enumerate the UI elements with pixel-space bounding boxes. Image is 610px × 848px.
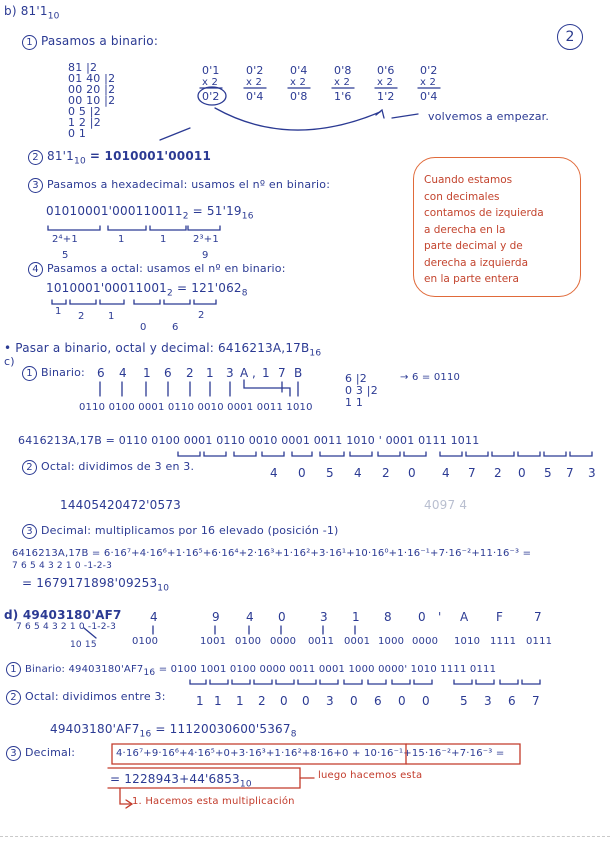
part-d-number: d) 49403180'AF7	[4, 608, 122, 622]
octal-digit: 3	[588, 466, 596, 480]
decimal-d-label: 3 Decimal:	[6, 746, 75, 761]
hex-digit: 4	[150, 610, 158, 624]
hex-digit: 7	[534, 610, 542, 624]
decimal-result-c: = $1679171898'09253_{10}$	[22, 576, 170, 594]
mult-top: 0'2	[420, 64, 438, 77]
step4-line: $1010001'00011001_2 = 121'062_8$	[46, 281, 248, 299]
bin-group: 0111	[526, 636, 553, 647]
hex-to-oct-d: $49403180'AF7_{16} = 11120030600'5367_8$	[50, 722, 297, 740]
side-calc-row: 6 |2	[345, 372, 367, 385]
division-row: 01 40 |2	[68, 72, 116, 85]
mult-top: 0'4	[290, 64, 308, 77]
mult-factor: x 2	[290, 77, 307, 88]
octal-digit: 3	[484, 694, 492, 708]
hex-digit: 3	[226, 366, 234, 380]
mult-factor: x 2	[377, 77, 394, 88]
octal-result-c: 14405420472'0573	[60, 498, 182, 512]
octal-digit: 2	[78, 311, 85, 322]
decimal-result-d: = $1228943+44'6853_{10}$	[110, 772, 252, 790]
octal-digit: 2	[198, 310, 205, 321]
note-line: en la parte entera	[424, 273, 519, 285]
division-row: 00 20 |2	[68, 83, 116, 96]
side-calc-row: 1 1	[345, 396, 364, 409]
mult-result: 1'6	[334, 90, 352, 103]
mult-factor: x 2	[246, 77, 263, 88]
octal-digit: 4	[270, 466, 278, 480]
octal-digit: 0	[408, 466, 416, 480]
hex-group: 1	[160, 234, 167, 245]
note-line: con decimales	[424, 190, 500, 203]
octal-digit: 0	[518, 466, 526, 480]
octal-digit: 4	[354, 466, 362, 480]
mult-factor: x 2	[334, 77, 351, 88]
luego-note: luego hacemos esta	[318, 770, 423, 781]
octal-digit: 2	[258, 694, 266, 708]
bin-group: 0000	[270, 636, 297, 647]
octal-digit: 2	[494, 466, 502, 480]
hex-digit: 0	[278, 610, 286, 624]
octal-digit: 1	[55, 306, 62, 317]
hex-digit: 6	[164, 366, 172, 380]
note-line: contamos de izquierda	[424, 207, 544, 219]
page-edge	[0, 836, 610, 837]
bin-group: 1001	[200, 636, 227, 647]
multiplication-note: 1. Hacemos esta multiplicación	[132, 796, 295, 807]
hex-digit: ,	[252, 366, 257, 380]
binary-full-line-c: 6416213A,17B = 0110 0100 0001 0110 0010 0001 0011 1010 ' 0001 0111 1011	[18, 434, 480, 447]
part-c-label: c)	[4, 355, 15, 368]
octal-digit: 1	[236, 694, 244, 708]
octal-c-label: 2 Octal: dividimos de 3 en 3.	[22, 460, 194, 475]
bin-group: 0100	[235, 636, 262, 647]
step4-title: 4 Pasamos a octal: usamos el nº en binario:	[28, 262, 286, 277]
hex-digit: 0	[418, 610, 426, 624]
octal-digit: 1	[108, 311, 115, 322]
page-number: 2	[557, 24, 583, 50]
division-row: 00 10 |2	[68, 94, 116, 107]
hex-digit: 4	[246, 610, 254, 624]
octal-digit: 0	[298, 466, 306, 480]
decimal-expr-c: 6416213A,17B = 6·16⁷+4·16⁶+1·16⁵+6·16⁴+2·16³+1·16²+3·16¹+10·16⁰+1·16⁻¹+7·16⁻²+11·16⁻³ =	[12, 548, 532, 559]
note-line: derecha a izquierda	[424, 256, 529, 269]
side-calc-row: 0 3 |2	[345, 384, 378, 397]
hex-digit: 8	[384, 610, 392, 624]
octal-d-label: 2 Octal: dividimos entre 3:	[6, 690, 166, 705]
decimal-expr-d: 4·16⁷+9·16⁶+4·16⁵+0+3·16³+1·16²+8·16+0 + 10·16⁻¹+15·16⁻²+7·16⁻³ =	[116, 748, 505, 759]
hex-digit: 1	[352, 610, 360, 624]
octal-digit: 3	[326, 694, 334, 708]
octal-digit: 1	[196, 694, 204, 708]
aside-d: 10 15	[70, 640, 97, 650]
decimal-c-label: 3 Decimal: multiplicamos por 16 elevado (posición -1)	[22, 524, 339, 539]
side-note	[413, 157, 581, 297]
mult-result: 0'4	[246, 90, 264, 103]
binario-c-label: 1 Binario:	[22, 366, 85, 381]
bin-group: 0001	[344, 636, 371, 647]
hex-group-result: 5	[62, 250, 69, 261]
bin-group: 1010	[454, 636, 481, 647]
hex-digit: 9	[212, 610, 220, 624]
hex-group-result: 9	[202, 250, 209, 261]
binario-d-line: 1 Binario: $49403180'AF7_{16} = 0100$ 1001 0100 0000 0011 0001 1000 0000' 1010 1111 0111	[6, 662, 496, 678]
hex-digit: F	[496, 610, 504, 624]
division-row: 0 1	[68, 127, 87, 140]
bin-group: 0000	[412, 636, 439, 647]
mult-result: 0'8	[290, 90, 308, 103]
octal-digit: 5	[326, 466, 334, 480]
octal-digit: 0	[422, 694, 430, 708]
hex-digit: 3	[320, 610, 328, 624]
note-line: a derecha en la	[424, 223, 506, 236]
hex-digit: 1	[206, 366, 214, 380]
hex-digit: B	[294, 366, 303, 380]
restart-note: volvemos a empezar.	[428, 110, 550, 123]
octal-digit: 2	[382, 466, 390, 480]
grey-scribble: 4097 4	[424, 498, 468, 512]
octal-digit: 4	[442, 466, 450, 480]
hex-digit: 6	[97, 366, 105, 380]
octal-digit: 0	[140, 322, 147, 333]
positions-d: 7 6 5 4 3 2 1 0 -1-2-3	[16, 622, 117, 632]
octal-digit: 6	[508, 694, 516, 708]
hex-digit: A	[460, 610, 469, 624]
mult-top: 0'8	[334, 64, 352, 77]
step3-line: $01010001'000110011_2 = 51'19_{16}$	[46, 204, 254, 222]
mult-top: 0'6	[377, 64, 395, 77]
hex-digit: A	[240, 366, 249, 380]
hex-digit: '	[438, 610, 442, 624]
mult-factor: x 2	[202, 77, 219, 88]
octal-digit: 1	[214, 694, 222, 708]
note-line: Cuando estamos	[424, 174, 513, 186]
problem-label: b) $81'1_{10}$	[4, 4, 60, 22]
octal-digit: 0	[398, 694, 406, 708]
mult-top: 0'1	[202, 64, 220, 77]
mult-top: 0'2	[246, 64, 264, 77]
hex-digit: 1	[143, 366, 151, 380]
division-row: 81 |2	[68, 61, 98, 74]
bin-group: 0100	[132, 636, 159, 647]
mult-result: 0'2	[202, 90, 220, 103]
part-c-heading: • Pasar a binario, octal y decimal: $6416213A,17B_{16}$	[4, 341, 322, 359]
step2-line: 2 $81'1_{10} = 1010001'00011$	[28, 149, 211, 166]
bin-group: 1111	[490, 636, 517, 647]
mult-result: 0'4	[420, 90, 438, 103]
octal-digit: 0	[280, 694, 288, 708]
hex-digit: 2	[186, 366, 194, 380]
step3-title: 3 Pasamos a hexadecimal: usamos el nº en binario:	[28, 178, 330, 193]
hex-group: 1	[118, 234, 125, 245]
hex-group: 2³+1	[193, 234, 219, 245]
hex-group: 2⁴+1	[52, 234, 78, 245]
division-row: 0 5 |2	[68, 105, 101, 118]
octal-digit: 7	[468, 466, 476, 480]
hex-digit: 7	[278, 366, 286, 380]
bin-group: 0011	[308, 636, 335, 647]
binary-groups-c: 0110 0100 0001 0110 0010 0001 0011 1010	[79, 402, 313, 413]
step1-title: 1 Pasamos a binario:	[22, 34, 158, 50]
hex-digit: 4	[119, 366, 127, 380]
octal-digit: 5	[544, 466, 552, 480]
division-row: 1 2 |2	[68, 116, 101, 129]
octal-digit: 5	[460, 694, 468, 708]
mult-result: 1'2	[377, 90, 395, 103]
octal-digit: 0	[302, 694, 310, 708]
hex-digit: 1	[262, 366, 270, 380]
note-line: parte decimal y de	[424, 240, 523, 252]
octal-digit: 7	[566, 466, 574, 480]
side-calc-eq: → 6 = 0110	[400, 372, 461, 383]
octal-digit: 6	[172, 322, 179, 333]
octal-digit: 6	[374, 694, 382, 708]
positions-c: 7 6 5 4 3 2 1 0 -1-2-3	[12, 561, 113, 571]
octal-digit: 0	[350, 694, 358, 708]
mult-factor: x 2	[420, 77, 437, 88]
bin-group: 1000	[378, 636, 405, 647]
octal-digit: 7	[532, 694, 540, 708]
